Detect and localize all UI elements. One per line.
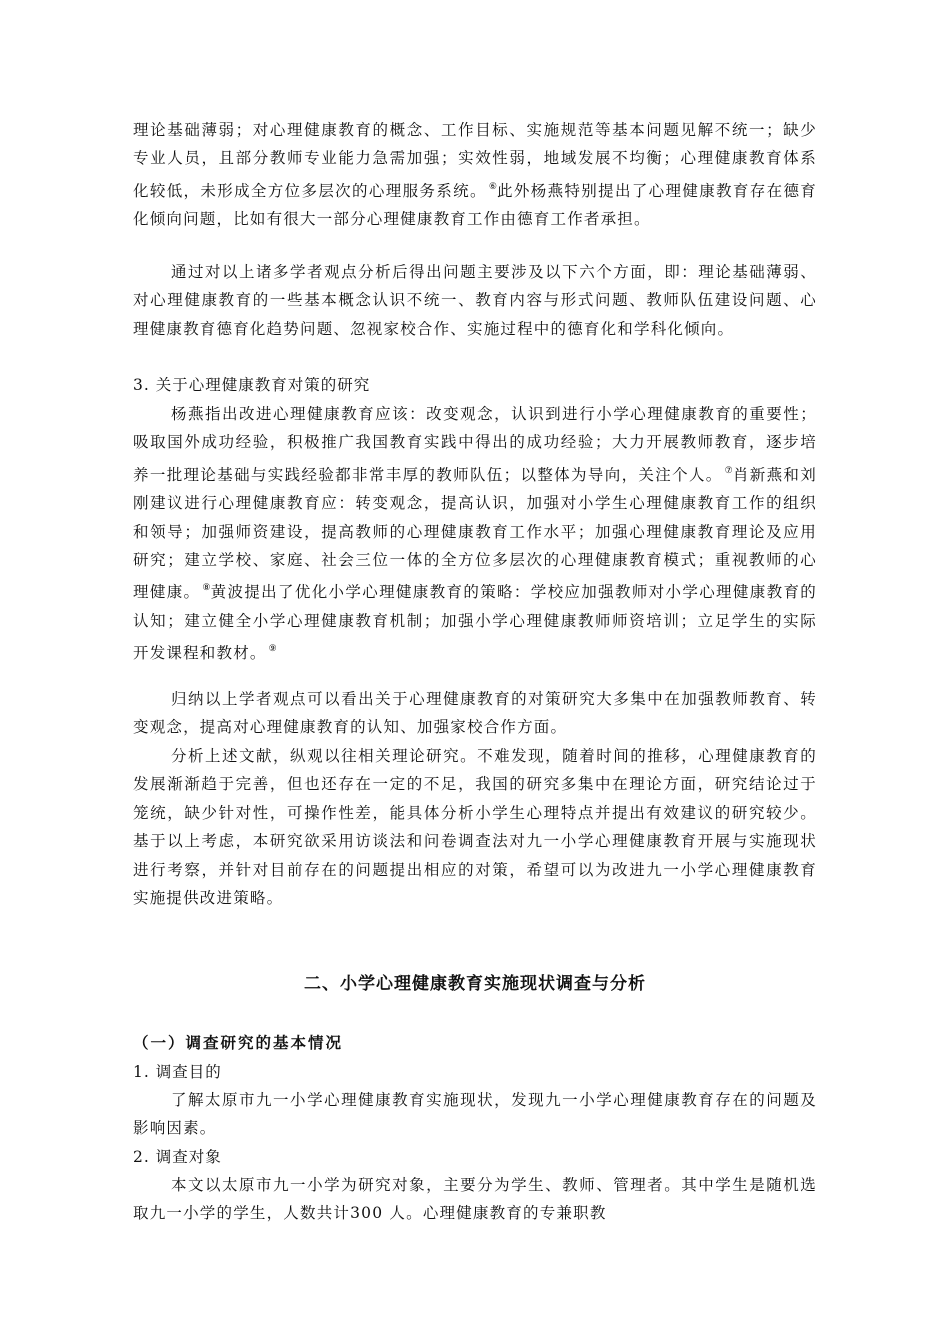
heading-survey-purpose: 1. 调查目的 bbox=[133, 1063, 222, 1081]
footnote-marker: ⑦ bbox=[724, 465, 733, 476]
section-title: 二、小学心理健康教育实施现状调查与分析 bbox=[304, 974, 646, 994]
paragraph-problems: 理论基础薄弱；对心理健康教育的概念、工作目标、实施规范等基本问题见解不统一；缺少专业人员，且部分教师专业能力急需加强；实效性弱，地域发展不均衡；心理健康教育体系化较低，未形成全方位多层次的心理服务系统。 ⑥此外杨燕特别提出了心理健康教育存在德育化倾向问题，比如有很大一部分心理健康教育工作由德育工作者承担。 bbox=[133, 121, 817, 229]
heading-survey-subjects: 2. 调查对象 bbox=[133, 1148, 222, 1166]
footnote-marker: ⑥ bbox=[488, 181, 498, 192]
paragraph-survey-subjects: 本文以太原市九一小学为研究对象，主要分为学生、教师、管理者。其中学生是随机选取九一小学的学生，人数共计300 人。心理健康教育的专兼职教 bbox=[133, 1176, 817, 1223]
footnote-marker: ⑨ bbox=[268, 644, 277, 655]
subsection-title: （一）调查研究的基本情况 bbox=[133, 1034, 344, 1052]
heading-countermeasures: 3. 关于心理健康教育对策的研究 bbox=[133, 376, 371, 394]
paragraph-survey-purpose: 了解太原市九一小学心理健康教育实施现状，发现九一小学心理健康教育存在的问题及影响因素。 bbox=[133, 1091, 817, 1138]
paragraph-summary-countermeasures: 归纳以上学者观点可以看出关于心理健康教育的对策研究大多集中在加强教师教育、转变观念，提高对心理健康教育的认知、加强家校合作方面。 bbox=[133, 690, 817, 737]
footnote-marker: ⑧ bbox=[202, 583, 211, 594]
paragraph-countermeasures: 杨燕指出改进心理健康教育应该：改变观念，认识到进行小学心理健康教育的重要性；吸取国外成功经验，积极推广我国教育实践中得出的成功经验；大力开展教师教育，逐步培养一批理论基础与实践经验都非常丰厚的教师队伍；以整体为导向，关注个人。 ⑦肖新燕和刘刚建议进行心理健康教育应：转变观念，提高认识，加强对小学生心理健康教育工作的组织和领导；加强师资建设，提高教师的心理健康教育工作水平；加强心理健康教育理论及应用研究；建立学校、家庭、社会三位一体的全方位多层次的心理健康教育模式；重视教师的心理健康。 ⑧黄波提出了优化小学心理健康教育的策略：学校应加强教师对小学心理健康教育的认知；建立健全小学心理健康教育机制；加强小学心理健康教师师资培训；立足学生的实际开发课程和教材。 ⑨ bbox=[133, 405, 817, 663]
paragraph-analysis: 分析上述文献，纵观以往相关理论研究。不难发现，随着时间的推移，心理健康教育的发展渐渐趋于完善，但也还存在一定的不足，我国的研究多集中在理论方面，研究结论过于笼统，缺少针对性，可操作性差，能具体分析小学生心理特点并提出有效建议的研究较少。基于以上考虑，本研究欲采用访谈法和问卷调查法对九一小学心理健康教育开展与实施现状进行考察，并针对目前存在的问题提出相应的对策，希望可以为改进九一小学心理健康教育实施提供改进策略。 bbox=[133, 747, 817, 908]
paragraph-summary-problems: 通过对以上诸多学者观点分析后得出问题主要涉及以下六个方面，即：理论基础薄弱、对心理健康教育的一些基本概念认识不统一、教育内容与形式问题、教师队伍建设问题、心理健康教育德育化趋势问题、忽视家校合作、实施过程中的德育化和学科化倾向。 bbox=[133, 263, 817, 338]
